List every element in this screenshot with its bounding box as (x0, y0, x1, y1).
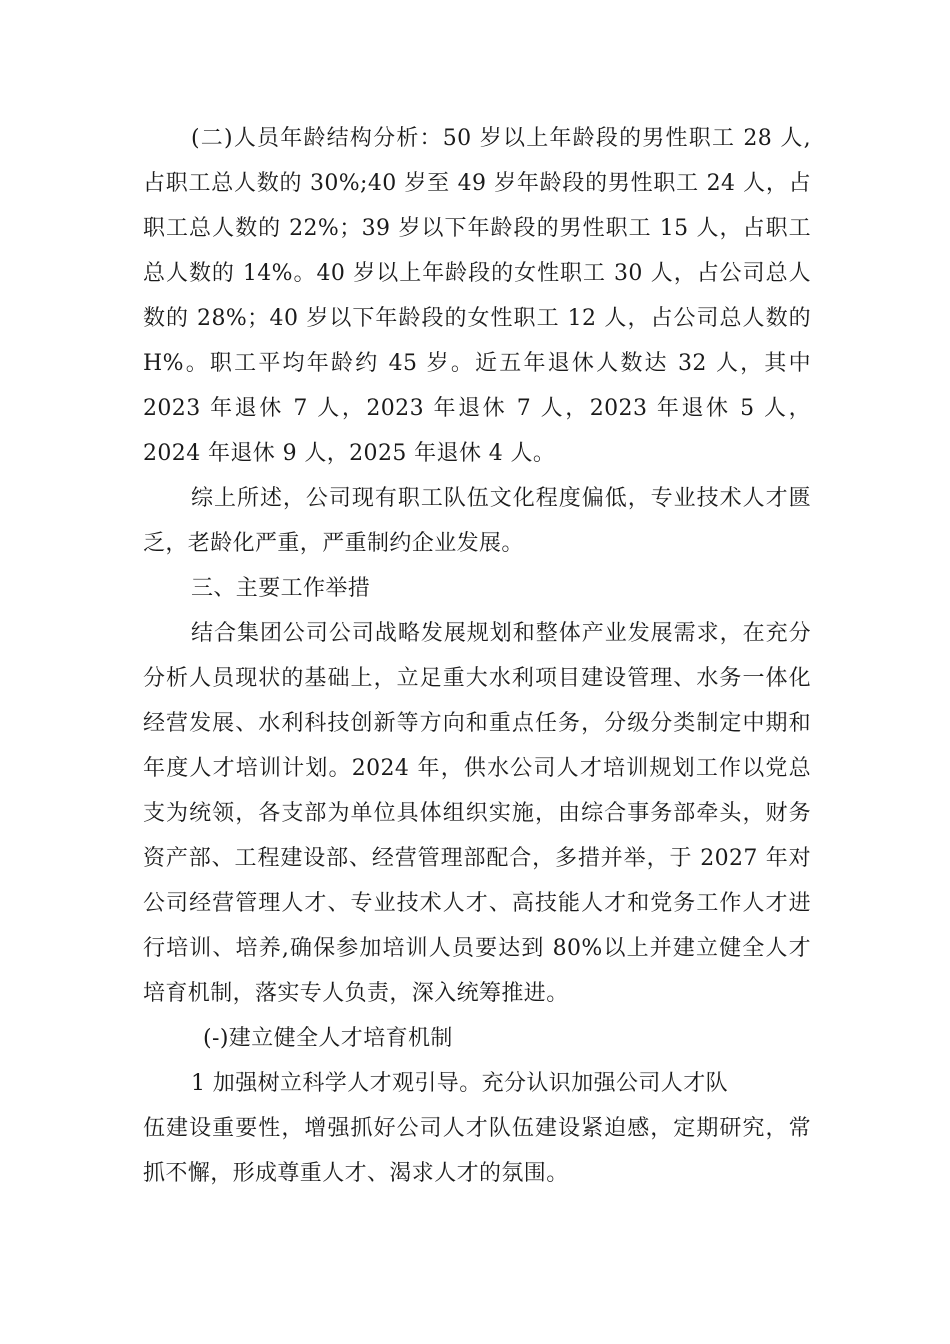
section-heading: 三、主要工作举措 (191, 576, 371, 601)
document-body (143, 116, 811, 1196)
paragraph-item-1-continuation: 伍建设重要性，增强抓好公司人才队伍建设紧迫感，定期研究，常抓不懈，形成尊重人才、渴求人才的氛围。 (143, 1116, 811, 1186)
paragraph-age-structure: (二)人员年龄结构分析：50 岁以上年龄段的男性职工 28 人,占职工总人数的 30%;40 岁至 49 岁年龄段的男性职工 24 人，占职工总人数的 22%；39 岁以下年龄段的男性职工 15 人，占职工总人数的 14%。40 岁以上年龄段的女性职工 30 人，占公司总人数的 28%；40 岁以下年龄段的女性职工 12 人，占公司总人数的 H%。职工平均年龄约 45 岁。近五年退休人数达 32 人，其中 2023 年退休 7 人，2023 年退休 7 人，2023 年退休 5 人，2024 年退休 9 人，2025 年退休 4 人。 (143, 126, 811, 466)
paragraph-summary: 综上所述，公司现有职工队伍文化程度偏低，专业技术人才匮乏，老龄化严重，严重制约企业发展。 (143, 486, 811, 556)
paragraph-measures: 结合集团公司公司战略发展规划和整体产业发展需求，在充分分析人员现状的基础上，立足重大水利项目建设管理、水务一体化经营发展、水利科技创新等方向和重点任务，分级分类制定中期和年度人才培训计划。2024 年，供水公司人才培训规划工作以党总支为统领，各支部为单位具体组织实施，由综合事务部牵头，财务资产部、工程建设部、经营管理部配合，多措并举，于 2027 年对公司经营管理人才、专业技术人才、高技能人才和党务工作人才进行培训、培养,确保参加培训人员要达到 80%以上并建立健全人才培育机制，落实专人负责，深入统筹推进。 (143, 621, 811, 1006)
paragraph-item-1-first-line: 1 加强树立科学人才观引导。充分认识加强公司人才队 (191, 1071, 728, 1096)
subsection-heading: (-)建立健全人才培育机制 (203, 1026, 453, 1051)
